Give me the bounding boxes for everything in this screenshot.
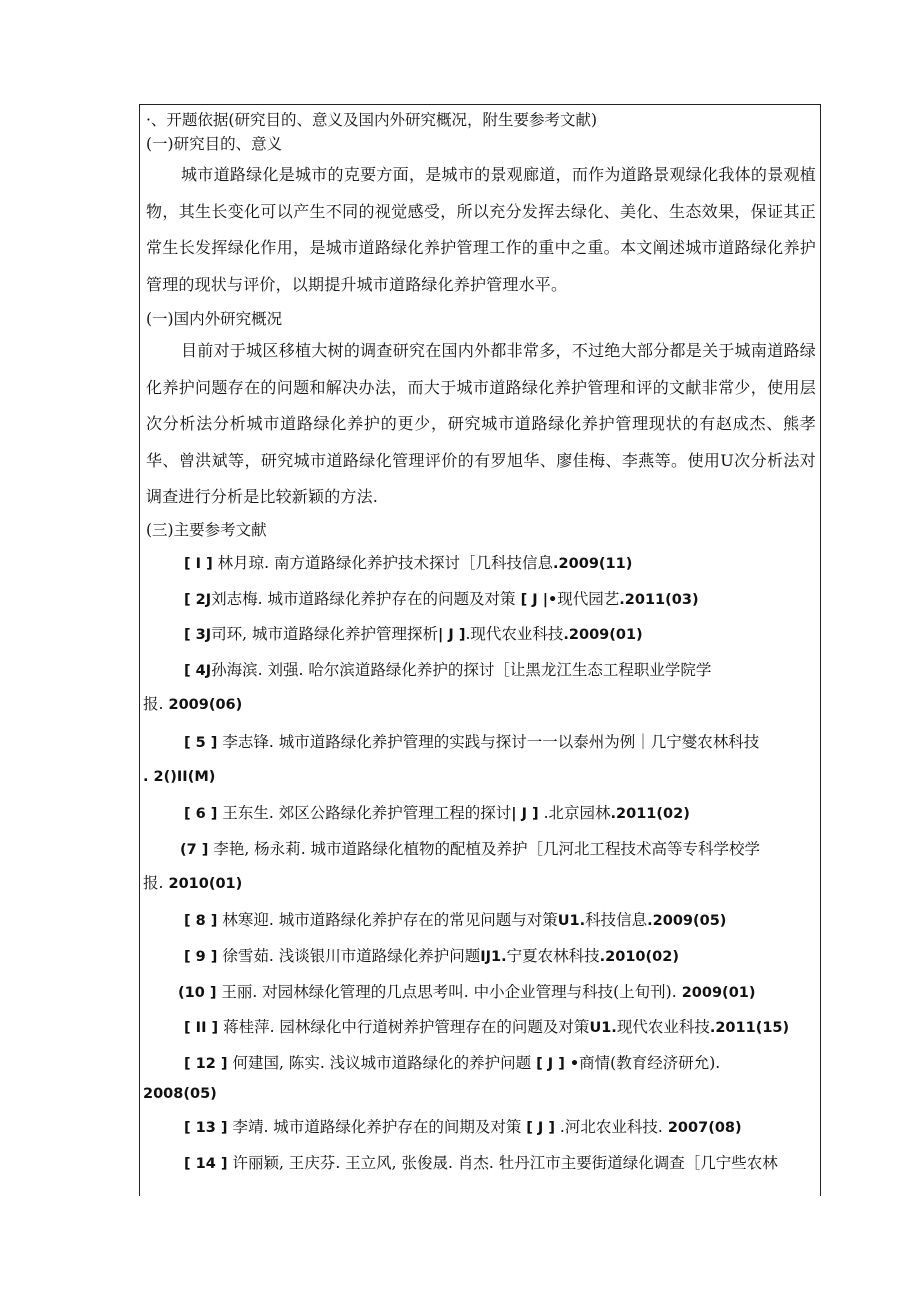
reference-item: [ I ] 林月琼. 南方道路绿化养护技术探讨［几科技信息.2009(11) (184, 554, 633, 572)
reference-item: [ II ] 蒋桂萍. 园林绿化中行道树养护管理存在的问题及对策U1.现代农业科技.2011(15) (184, 1018, 790, 1036)
section-1-paragraph: 城市道路绿化是城市的克要方面，是城市的景观廊道，而作为道路景观绿化我体的景观植物，其生长变化可以产生不同的视觉感受，所以充分发挥去绿化、美化、生态效果，保证其正常生长发挥绿化作用，是城市道路绿化养护管理工作的重中之重。本文阐述城市道路绿化养护管理的现状与评价，以期提升城市道路绿化养护管理水平。 (146, 165, 816, 294)
header-line: ·、开题依据(研究目的、意义及国内外研究概况，附生要参考文献) (146, 111, 598, 129)
reference-item: [ 8 ] 林寒迎. 城市道路绿化养护存在的常见问题与对策U1.科技信息.2009(05) (184, 911, 727, 929)
reference-item: (10 ] 王丽. 对园林绿化管理的几点思考叫. 中小企业管理与科技(上旬刊). 2009(01) (178, 983, 756, 1001)
reference-item: [ 9 ] 徐雪茹. 浅谈银川市道路绿化养护问题IJ1.宁夏农林科技.2010(02) (184, 947, 679, 965)
reference-item: [ 2J刘志梅. 城市道路绿化养护存在的问题及对策 [ J |•现代园艺.2011(03) (184, 590, 699, 608)
reference-item: [ 6 ] 王东生. 郊区公路绿化养护管理工程的探讨| J ] .北京园林.2011(02) (184, 804, 690, 822)
section-1-title: (一)研究目的、意义 (146, 135, 283, 153)
reference-item: [ 3J司环, 城市道路绿化养护管理探析| J ].现代农业科技.2009(01) (184, 625, 643, 643)
reference-item: [ 5 ] 李志锋. 城市道路绿化养护管理的实践与探讨一一以泰州为例｜几宁燮农林科技 . 2()II(M) (143, 733, 760, 785)
reference-item: (7 ] 李艳, 杨永莉. 城市道路绿化植物的配植及养护［几河北工程技术高等专科学校学 报. 2010(01) (143, 840, 761, 892)
reference-item: [ 4J孙海滨. 刘强. 哈尔滨道路绿化养护的探讨［让黑龙江生态工程职业学院学 报. 2009(06) (143, 661, 712, 713)
section-2-paragraph: 目前对于城区移植大树的调查研究在国内外都非常多，不过绝大部分都是关于城南道路绿化养护问题存在的问题和解决办法，而大于城市道路绿化养护管理和评的文献非常少，使用层次分析法分析城市道路绿化养护的更少，研究城市道路绿化养护管理现状的有赵成杰、熊孝华、曾洪斌等，研究城市道路绿化管理评价的有罗旭华、廖佳梅、李燕等。使用U次分析法对调查进行分析是比较新颖的方法. (146, 341, 816, 506)
reference-item: [ 14 ] 许丽颖, 王庆芬. 王立风, 张俊晟. 肖杰. 牡丹江市主要街道绿化调查［几宁些农林 (184, 1154, 778, 1172)
reference-item: [ 12 ] 何建国, 陈实. 浅议城市道路绿化的养护问题 [ J ] •商情(教育经济研允). 2008(05) (143, 1054, 721, 1102)
section-2-title: (一)国内外研究概况 (146, 310, 283, 328)
section-3-title: (三)主要参考文献 (146, 521, 267, 539)
reference-item: [ 13 ] 李靖. 城市道路绿化养护存在的间期及对策 [ J ] .河北农业科技. 2007(08) (184, 1118, 742, 1136)
